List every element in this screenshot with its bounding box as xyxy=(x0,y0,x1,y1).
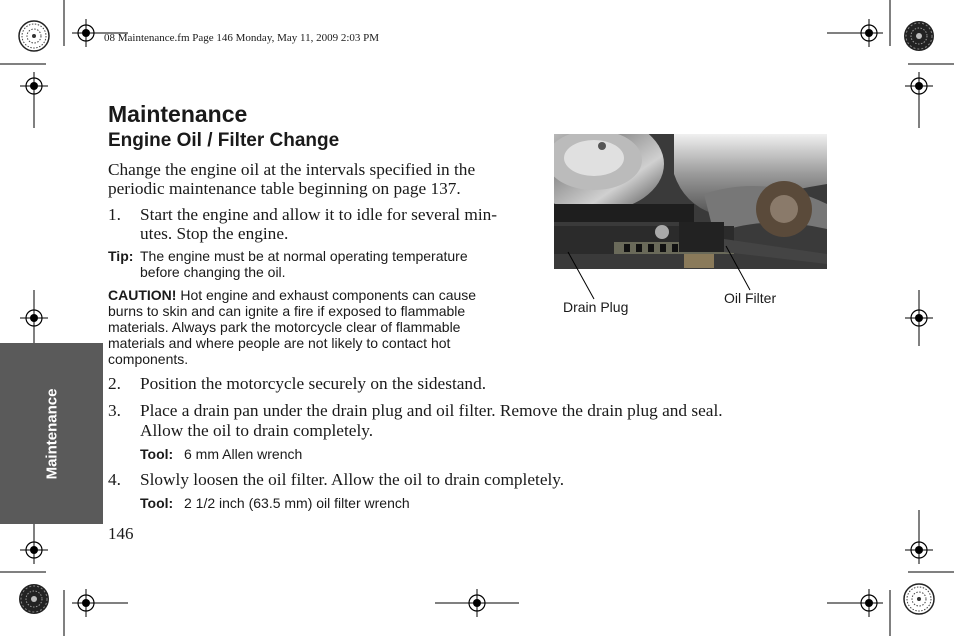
step-3-line-1: Place a drain pan under the drain plug and oil filter. Remove the drain plug and seal. xyxy=(140,401,723,420)
caution-line-4: materials and where people are not likely to contact hot xyxy=(108,335,451,351)
registration-mark-icon xyxy=(19,21,49,51)
step-1-line-2: utes. Stop the engine. xyxy=(140,224,289,243)
crosshair-icon xyxy=(905,304,933,332)
page-header: 08 Maintenance.fm Page 146 Monday, May 11, 2009 2:03 PM xyxy=(104,32,380,44)
step-number: 1. xyxy=(108,205,121,224)
engine-photo xyxy=(554,134,827,323)
crosshair-icon xyxy=(905,72,933,100)
step-number: 2. xyxy=(108,374,121,393)
page-number: 146 xyxy=(108,524,134,543)
crosshair-icon xyxy=(855,19,883,47)
step-4-line-1: Slowly loosen the oil filter. Allow the oil to drain completely. xyxy=(140,470,565,489)
crosshair-icon xyxy=(20,72,48,100)
tip-line-1: The engine must be at normal operating temperature xyxy=(140,248,468,264)
caution-block xyxy=(108,287,476,303)
drain-plug-label: Drain Plug xyxy=(563,299,629,315)
caution-line-5: components. xyxy=(108,351,189,367)
section-title: Maintenance xyxy=(108,101,248,127)
caution-line-3: materials. Always park the motorcycle clear of flammable xyxy=(108,319,461,335)
subsection-title: Engine Oil / Filter Change xyxy=(108,130,340,151)
caution-line-2: burns to skin and can ignite a fire if exposed to flammable xyxy=(108,303,466,319)
crosshair-icon xyxy=(72,19,100,47)
step-number: 4. xyxy=(108,470,121,489)
crosshair-icon xyxy=(72,589,100,617)
tool-value: 6 mm Allen wrench xyxy=(184,446,303,462)
step-3-line-2: Allow the oil to drain completely. xyxy=(140,421,374,440)
registration-mark-icon xyxy=(904,21,934,51)
caution-line-1: Hot engine and exhaust components can cause xyxy=(180,287,477,303)
intro-line-2: periodic maintenance table beginning on page 137. xyxy=(108,179,461,198)
tip-line-2: before changing the oil. xyxy=(140,264,286,280)
side-tab xyxy=(0,343,103,524)
caution-label: CAUTION! xyxy=(108,287,177,303)
tip-label: Tip: xyxy=(108,248,134,264)
side-tab-label: Maintenance xyxy=(43,388,60,479)
tool-label: Tool: xyxy=(140,495,174,511)
registration-mark-icon xyxy=(19,584,49,614)
intro-line-1: Change the engine oil at the intervals specified in the xyxy=(108,160,476,179)
crosshair-icon xyxy=(20,304,48,332)
tool-value: 2 1/2 inch (63.5 mm) oil filter wrench xyxy=(184,495,410,511)
crosshair-icon xyxy=(20,536,48,564)
registration-mark-icon xyxy=(904,584,934,614)
crosshair-icon xyxy=(855,589,883,617)
step-number: 3. xyxy=(108,401,121,420)
tool-label: Tool: xyxy=(140,446,174,462)
oil-filter-label: Oil Filter xyxy=(724,290,777,306)
step-1-line-1: Start the engine and allow it to idle for several min- xyxy=(140,205,498,224)
crosshair-icon xyxy=(905,536,933,564)
crosshair-icon xyxy=(463,589,491,617)
step-2-line-1: Position the motorcycle securely on the sidestand. xyxy=(140,374,487,393)
